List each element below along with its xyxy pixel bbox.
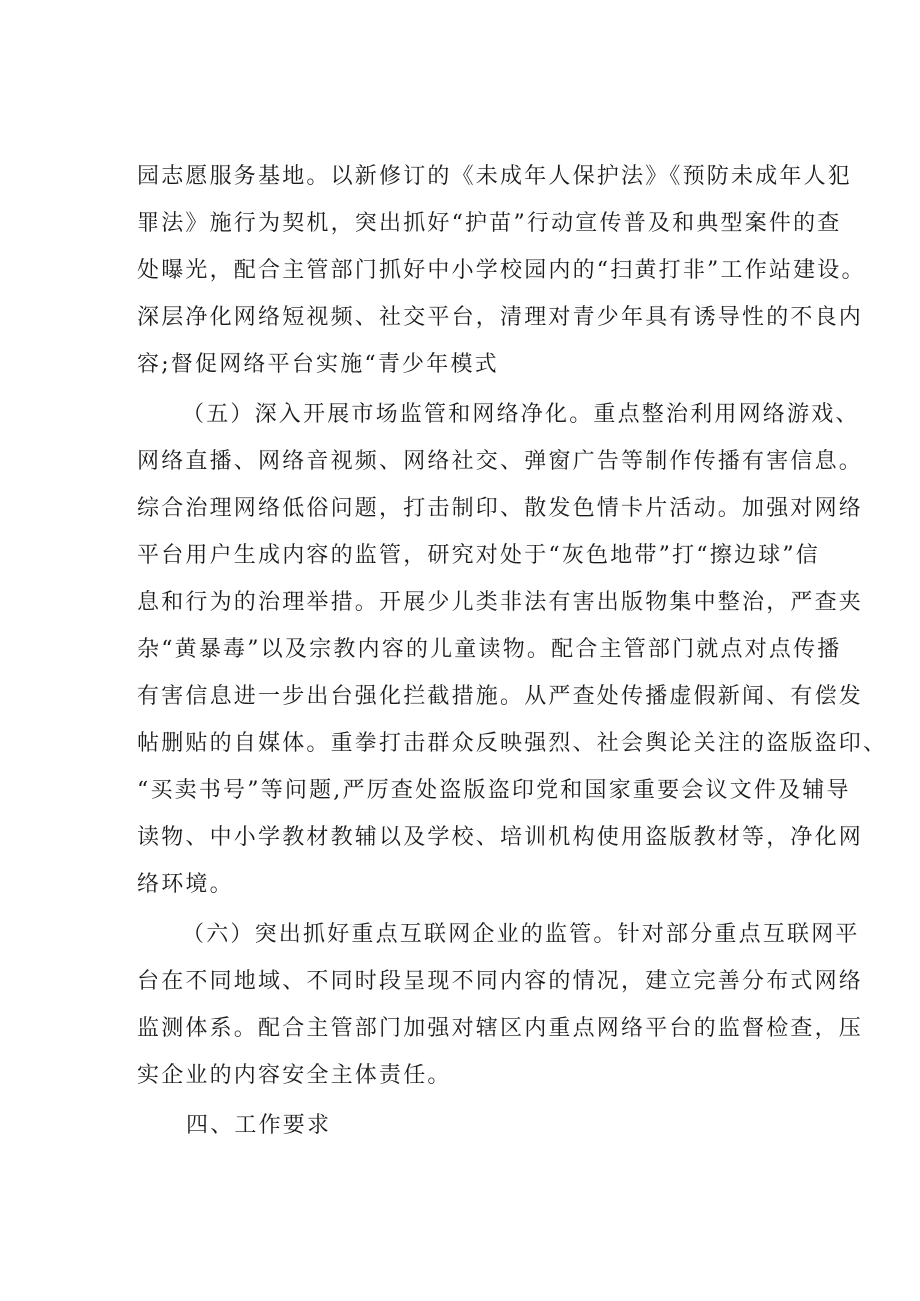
text-line: “买卖书号”等问题,严厉查处盗版盗印党和国家重要会议文件及辅导 [137,778,851,803]
text-line: 杂“黄暴毒”以及宗教内容的儿童读物。配合主管部门就点对点传播 [137,637,842,662]
text-line: 读物、中小学教材教辅以及学校、培训机构使用盗版教材等，净化网 [137,825,864,850]
text-line: 平台用户生成内容的监管，研究对处于“灰色地带”打“擦边球”信 [137,543,820,568]
text-line: 台在不同地域、不同时段呈现不同内容的情况，建立完善分布式网络 [137,969,864,994]
text-line: 网络直播、网络音视频、网络社交、弹窗广告等制作传播有害信息。 [137,449,864,474]
text-line: 深层净化网络短视频、社交平台，清理对青少年具有诱导性的不良内 [137,305,864,330]
text-line: 综合治理网络低俗问题，打击制印、散发色情卡片活动。加强对网络 [137,496,864,521]
text-line: 有害信息进一步出台强化拦截措施。从严查处传播虚假新闻、有偿发 [137,684,864,709]
section-heading: 四、工作要求 [186,1113,332,1138]
text-line: 息和行为的治理举措。开展少儿类非法有害出版物集中整治，严查夹 [137,590,864,615]
text-line: （五）深入开展市场监管和网络净化。重点整治利用网络游戏、 [182,402,860,427]
text-line: 园志愿服务基地。以新修订的《未成年人保护法》《预防未成年人犯 [137,164,853,189]
text-line: 监测体系。配合主管部门加强对辖区内重点网络平台的监督检查，压 [137,1016,864,1041]
text-line: 罪法》施行为契机，突出抓好“护苗”行动宣传普及和典型案件的查 [137,211,842,236]
text-line: 络环境。 [137,872,234,897]
text-line: 容;督促网络平台实施“青少年模式 [137,352,499,377]
text-line: 处曝光，配合主管部门抓好中小学校园内的“扫黄打非”工作站建设。 [137,258,866,283]
text-line: 帖删贴的自媒体。重拳打击群众反映强烈、社会舆论关注的盗版盗印、 [137,731,888,756]
text-line: （六）突出抓好重点互联网企业的监管。针对部分重点互联网平 [182,922,860,947]
text-line: 实企业的内容安全主体责任。 [137,1063,452,1088]
